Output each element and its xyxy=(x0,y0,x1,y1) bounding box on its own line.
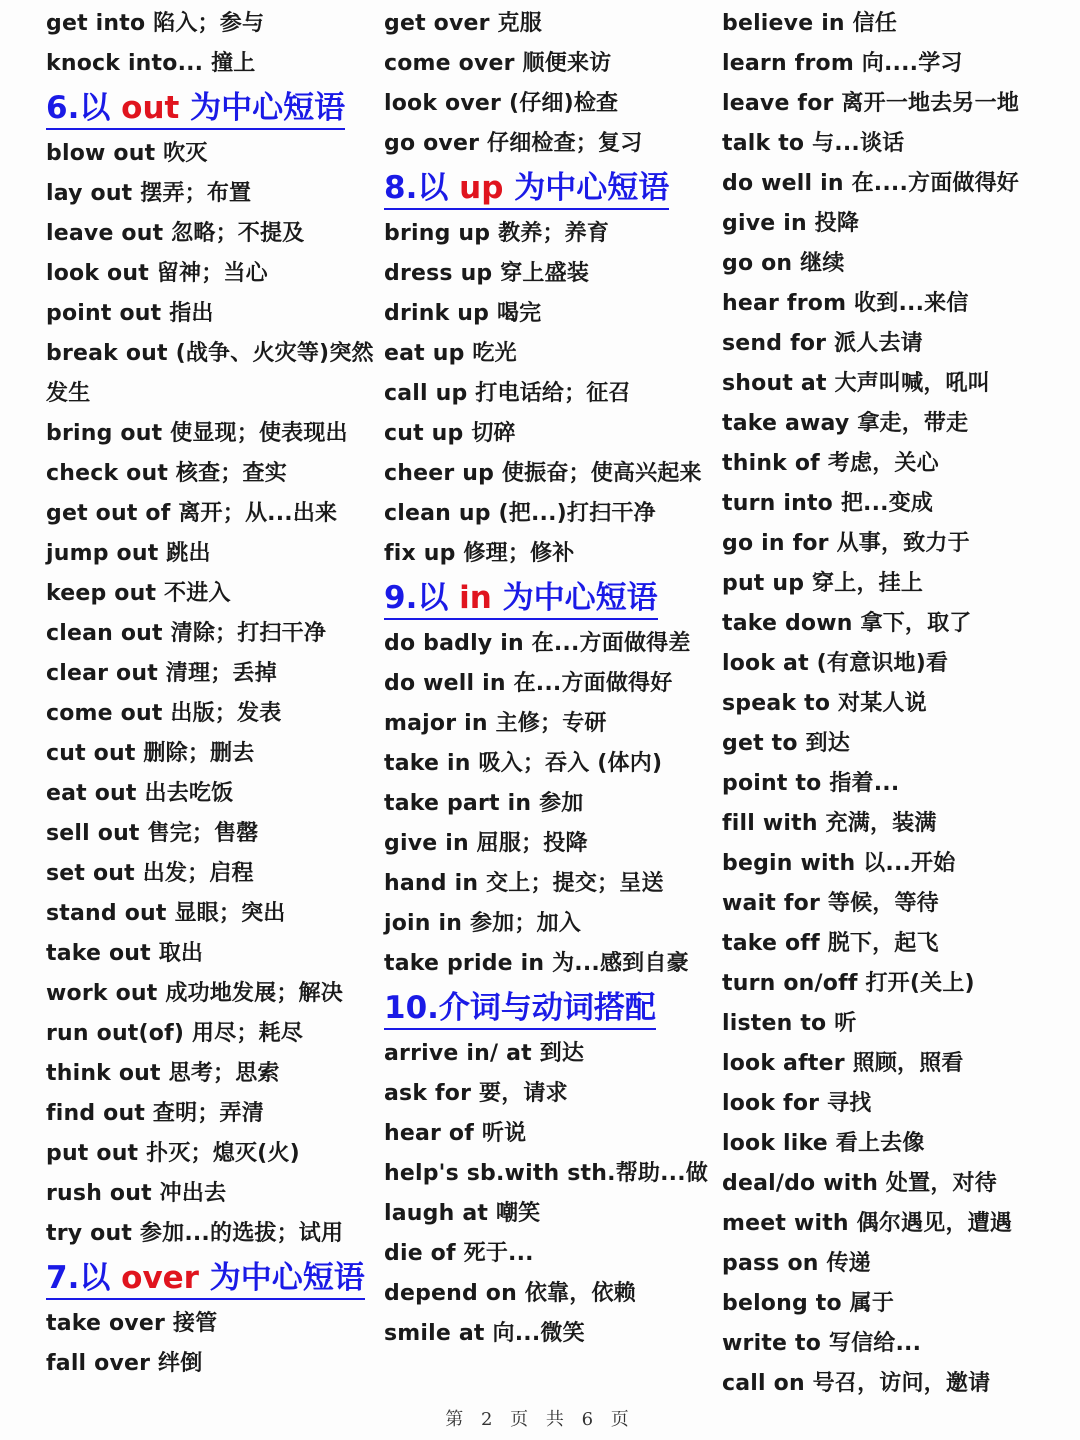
phrase-line: look for 寻找 xyxy=(722,1091,872,1116)
phrase-line: work out 成功地发展；解决 xyxy=(46,981,343,1006)
phrase-line: think out 思考；思索 xyxy=(46,1061,280,1086)
phrase-line: get to 到达 xyxy=(722,731,850,756)
phrase-line: major in 主修；专研 xyxy=(384,711,607,736)
phrase-line: wait for 等候，等待 xyxy=(722,891,939,916)
phrase-line: shout at 大声叫喊，吼叫 xyxy=(722,371,990,396)
phrase-line: look out 留神；当心 xyxy=(46,261,268,286)
phrase-line: turn on/off 打开(关上) xyxy=(722,971,975,996)
phrase-line: look at (有意识地)看 xyxy=(722,651,949,676)
phrase-line: get over 克服 xyxy=(384,11,542,36)
page-footer: 第 2 页 共 6 页 xyxy=(445,1409,635,1430)
phrase-line: laugh at 嘲笑 xyxy=(384,1201,541,1226)
phrase-line: call on 号召，访问，邀请 xyxy=(722,1371,991,1396)
phrase-line: belong to 属于 xyxy=(722,1291,895,1316)
phrase-line: call up 打电话给；征召 xyxy=(384,381,631,406)
phrase-line: try out 参加...的选拔；试用 xyxy=(46,1221,344,1246)
section-heading-over: 7.以 over 为中心短语 xyxy=(46,1254,371,1304)
phrase-line: rush out 冲出去 xyxy=(46,1181,227,1206)
phrase-line: help's sb.with sth.帮助...做 xyxy=(384,1161,708,1186)
column-3 xyxy=(722,4,1072,1404)
phrase-line: cheer up 使振奋；使高兴起来 xyxy=(384,461,702,486)
phrase-line: get out of 离开；从...出来 xyxy=(46,501,338,526)
phrase-line: set out 出发；启程 xyxy=(46,861,254,886)
phrase-line: send for 派人去请 xyxy=(722,331,923,356)
phrase-line: take away 拿走，带走 xyxy=(722,411,969,436)
column-1 xyxy=(46,4,374,1384)
phrase-line: take off 脱下，起飞 xyxy=(722,931,939,956)
phrase-line: die of 死于... xyxy=(384,1241,534,1266)
phrase-line: do well in 在...方面做得好 xyxy=(384,671,673,696)
phrase-line: turn into 把...变成 xyxy=(722,491,934,516)
phrase-line: bring up 教养；养育 xyxy=(384,221,610,246)
section-heading-in: 9.以 in 为中心短语 xyxy=(384,574,709,624)
column-2 xyxy=(384,4,709,1354)
phrase-line: jump out 跳出 xyxy=(46,541,211,566)
phrase-line: clean up (把...)打扫干净 xyxy=(384,501,656,526)
phrase-line: join in 参加；加入 xyxy=(384,911,581,936)
section-heading-up: 8.以 up 为中心短语 xyxy=(384,164,709,214)
phrase-line: point to 指着... xyxy=(722,771,900,796)
phrase-line: leave out 忽略；不提及 xyxy=(46,221,305,246)
phrase-line: get into 陷入；参与 xyxy=(46,11,265,36)
phrase-line: learn from 向....学习 xyxy=(722,51,963,76)
phrase-line: fix up 修理；修补 xyxy=(384,541,575,566)
phrase-line: go on 继续 xyxy=(722,251,845,276)
phrase-line: 发生 xyxy=(46,381,91,406)
phrase-line: pass on 传递 xyxy=(722,1251,871,1276)
phrase-line: take out 取出 xyxy=(46,941,204,966)
phrase-line: check out 核查；查实 xyxy=(46,461,287,486)
phrase-line: ask for 要，请求 xyxy=(384,1081,568,1106)
phrase-line: fall over 绊倒 xyxy=(46,1351,203,1376)
phrase-line: do badly in 在...方面做得差 xyxy=(384,631,691,656)
phrase-line: blow out 吹灭 xyxy=(46,141,208,166)
phrase-line: write to 写信给... xyxy=(722,1331,922,1356)
phrase-line: put up 穿上，挂上 xyxy=(722,571,924,596)
phrase-line: lay out 摆弄；布置 xyxy=(46,181,252,206)
phrase-line: speak to 对某人说 xyxy=(722,691,927,716)
phrase-line: clear out 清理；丢掉 xyxy=(46,661,277,686)
phrase-line: dress up 穿上盛装 xyxy=(384,261,590,286)
phrase-line: run out(of) 用尽；耗尽 xyxy=(46,1021,303,1046)
phrase-line: take pride in 为...感到自豪 xyxy=(384,951,689,976)
phrase-line: bring out 使显现；使表现出 xyxy=(46,421,348,446)
phrase-line: do well in 在....方面做得好 xyxy=(722,171,1020,196)
phrase-line: take down 拿下，取了 xyxy=(722,611,972,636)
phrase-line: break out (战争、火灾等)突然 xyxy=(46,341,374,366)
phrase-line: come out 出版；发表 xyxy=(46,701,282,726)
phrase-line: hand in 交上；提交；呈送 xyxy=(384,871,664,896)
section-heading-prep-verb: 10.介词与动词搭配 xyxy=(384,984,709,1034)
phrase-line: smile at 向...微笑 xyxy=(384,1321,585,1346)
phrase-line: look after 照顾，照看 xyxy=(722,1051,964,1076)
phrase-line: eat up 吃光 xyxy=(384,341,517,366)
phrase-line: put out 扑灭；熄灭(火) xyxy=(46,1141,300,1166)
phrase-line: go over 仔细检查；复习 xyxy=(384,131,643,156)
phrase-line: come over 顺便来访 xyxy=(384,51,612,76)
phrase-line: deal/do with 处置，对待 xyxy=(722,1171,997,1196)
phrase-line: take part in 参加 xyxy=(384,791,584,816)
phrase-line: give in 屈服；投降 xyxy=(384,831,588,856)
phrase-line: hear of 听说 xyxy=(384,1121,527,1146)
phrase-line: eat out 出去吃饭 xyxy=(46,781,234,806)
phrase-line: look over (仔细)检查 xyxy=(384,91,619,116)
phrase-line: go in for 从事，致力于 xyxy=(722,531,970,556)
phrase-line: find out 查明；弄清 xyxy=(46,1101,264,1126)
phrase-line: cut up 切碎 xyxy=(384,421,516,446)
phrase-line: look like 看上去像 xyxy=(722,1131,925,1156)
phrase-line: depend on 依靠，依赖 xyxy=(384,1281,636,1306)
phrase-line: talk to 与...谈话 xyxy=(722,131,905,156)
phrase-line: cut out 删除；删去 xyxy=(46,741,255,766)
phrase-line: stand out 显眼；突出 xyxy=(46,901,286,926)
phrase-line: arrive in/ at 到达 xyxy=(384,1041,585,1066)
phrase-line: take in 吸入；吞入 (体内) xyxy=(384,751,663,776)
phrase-line: think of 考虑，关心 xyxy=(722,451,939,476)
phrase-line: drink up 喝完 xyxy=(384,301,542,326)
phrase-line: give in 投降 xyxy=(722,211,860,236)
phrase-line: sell out 售完；售罄 xyxy=(46,821,259,846)
phrase-line: leave for 离开一地去另一地 xyxy=(722,91,1020,116)
phrase-line: keep out 不进入 xyxy=(46,581,231,606)
phrase-line: fill with 充满，装满 xyxy=(722,811,937,836)
section-heading-out: 6.以 out 为中心短语 xyxy=(46,84,371,134)
phrase-line: take over 接管 xyxy=(46,1311,218,1336)
phrase-line: meet with 偶尔遇见，遭遇 xyxy=(722,1211,1013,1236)
phrase-line: believe in 信任 xyxy=(722,11,898,36)
phrase-line: point out 指出 xyxy=(46,301,214,326)
phrase-line: hear from 收到...来信 xyxy=(722,291,969,316)
phrase-line: listen to 听 xyxy=(722,1011,857,1036)
phrase-line: begin with 以...开始 xyxy=(722,851,956,876)
phrase-line: clean out 清除；打扫干净 xyxy=(46,621,327,646)
phrase-line: knock into... 撞上 xyxy=(46,51,256,76)
